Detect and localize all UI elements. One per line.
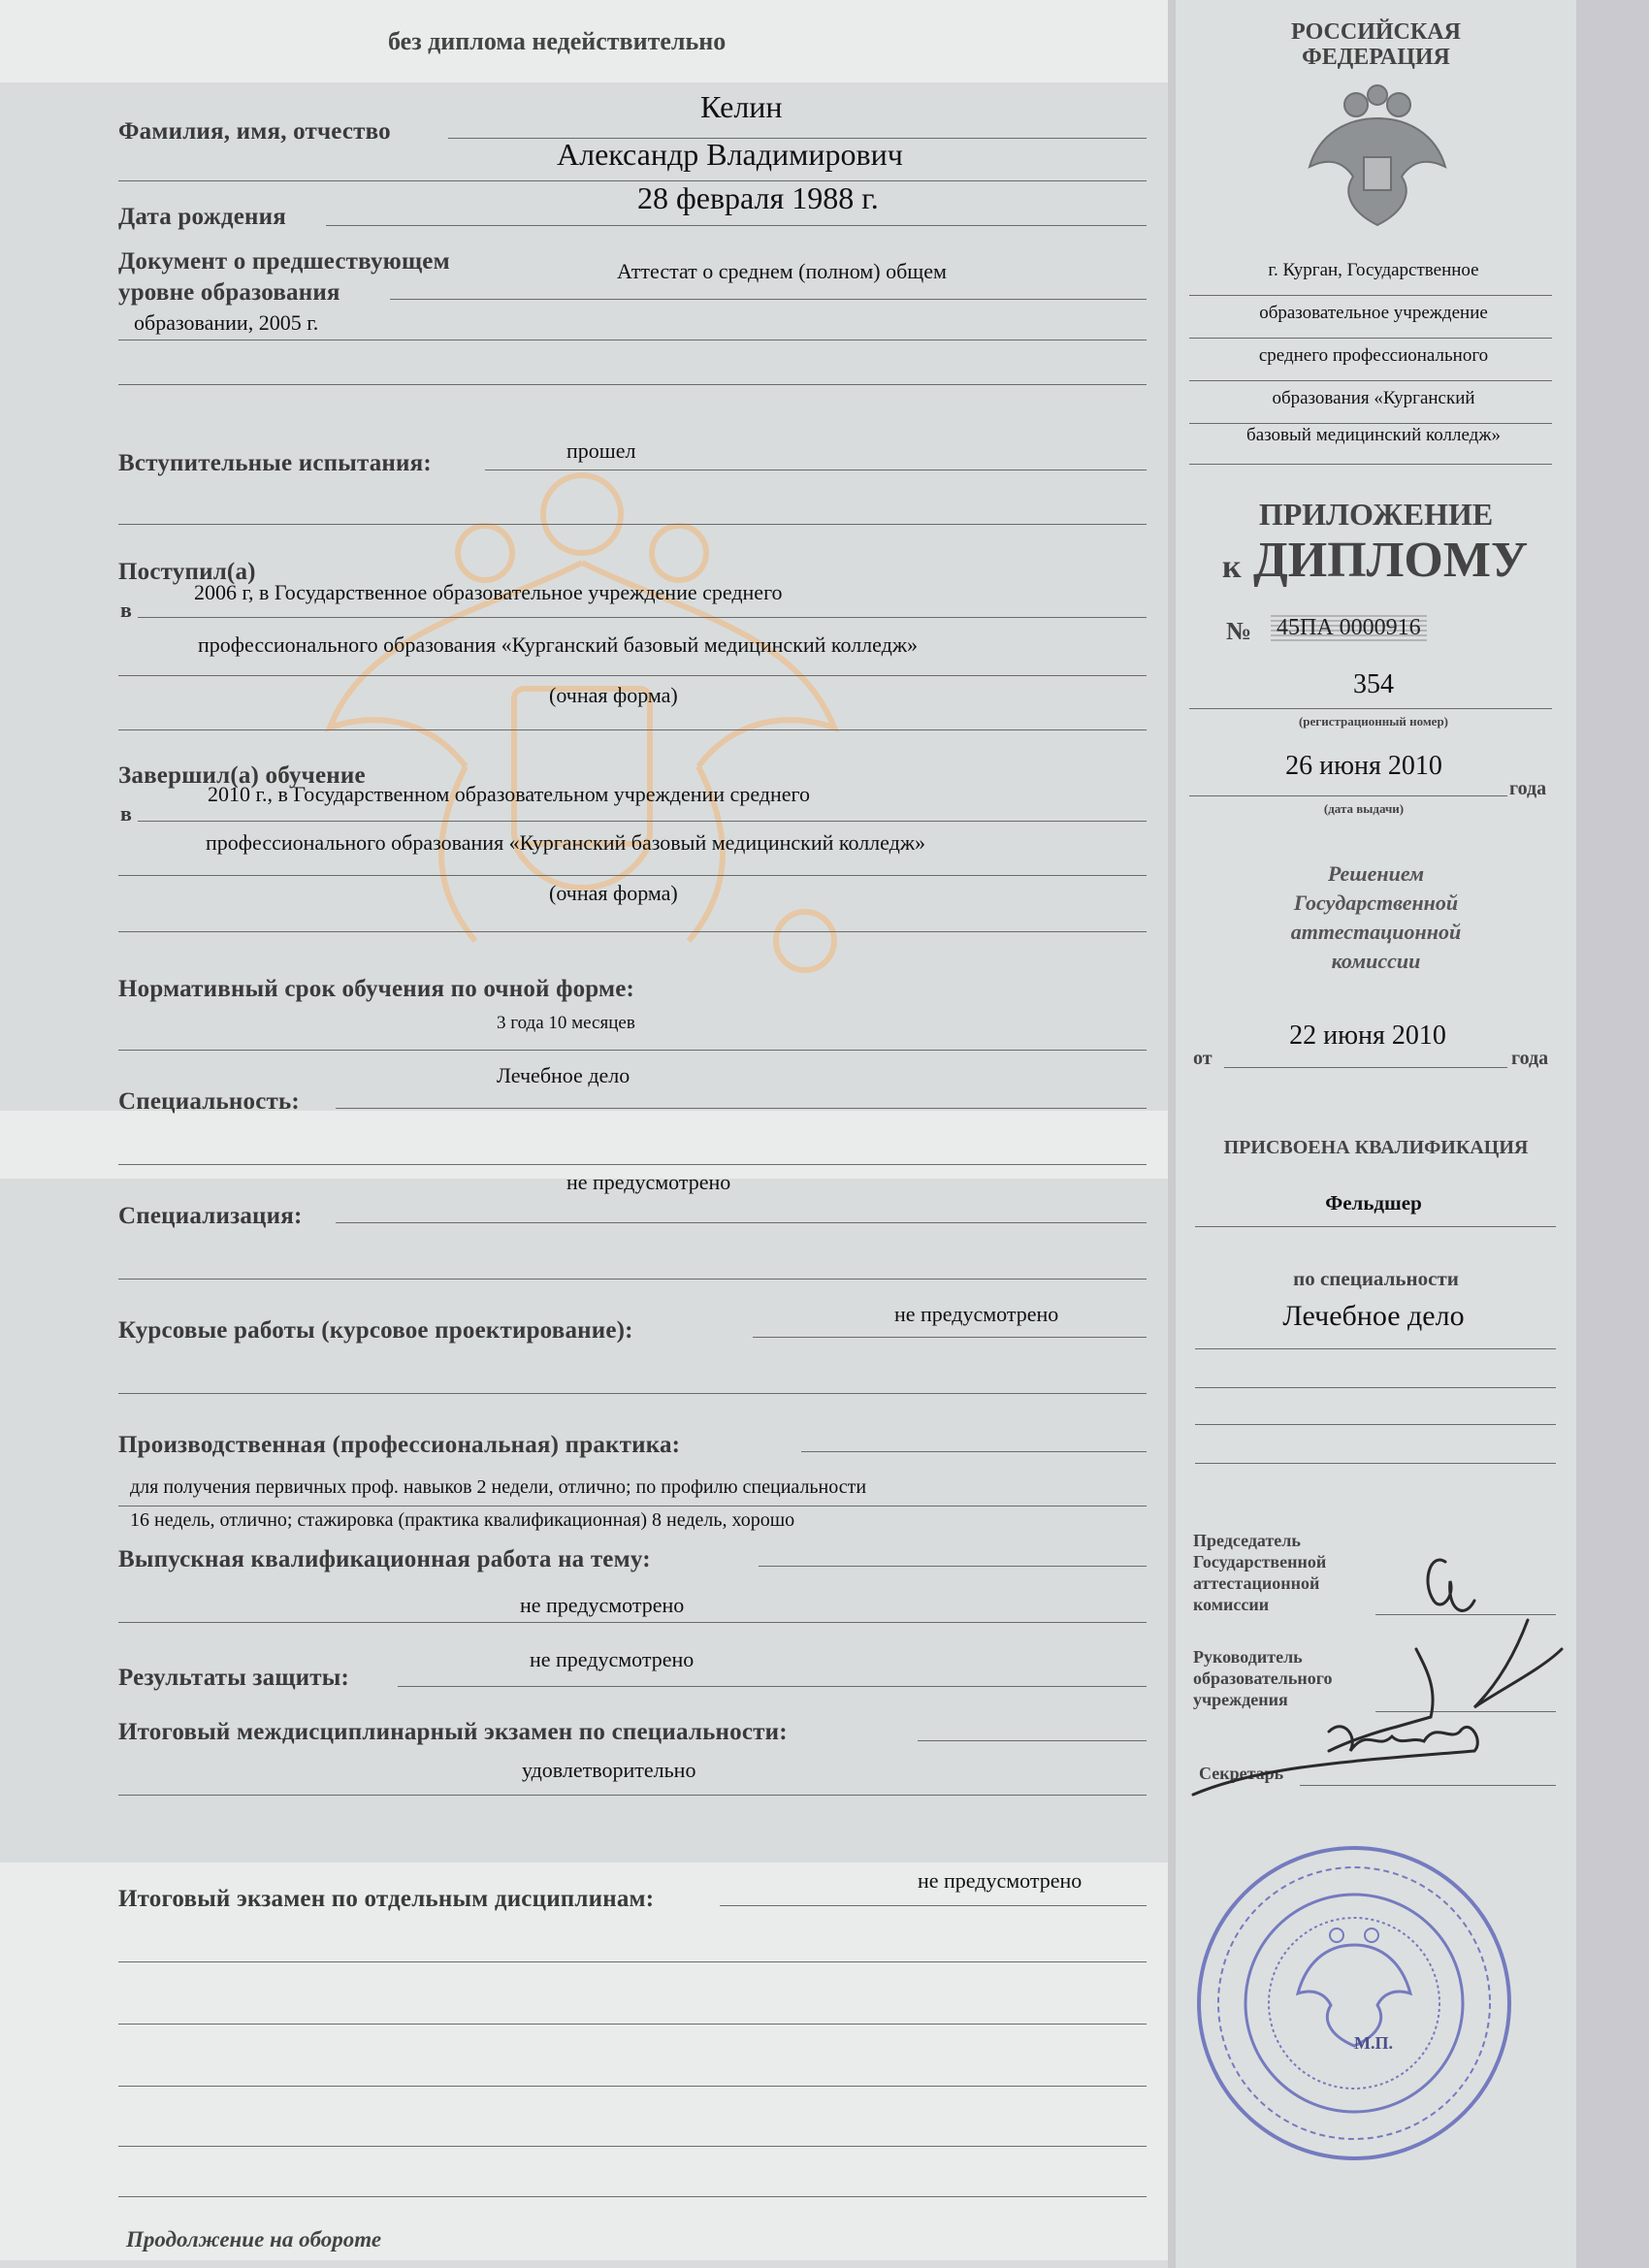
handwritten-signatures: [1183, 1542, 1571, 1814]
final-exam-underline-2: [118, 1795, 1147, 1796]
invalid-without-diploma-note: без диплома недействительно: [388, 27, 727, 55]
head-label-3: учреждения: [1193, 1690, 1288, 1709]
admitted-underline-2: [118, 675, 1147, 676]
decision-from-word: от: [1193, 1048, 1212, 1069]
specialty-underline-2: [118, 1164, 1147, 1165]
institution-line-3: среднего профессионального: [1258, 345, 1489, 366]
term-label: Нормативный срок обучения по очной форме:: [118, 976, 635, 1002]
prev-doc-value-1: Аттестат о среднем (полном) общем: [617, 259, 947, 283]
practice-value-1: для получения первичных проф. навыков 2 недели, отлично; по профилю специальности: [130, 1476, 867, 1498]
birth-date-value: 28 февраля 1988 г.: [637, 180, 879, 215]
separate-exam-underline-4: [118, 2086, 1147, 2087]
entrance-underline-2: [118, 524, 1147, 525]
defense-value: не предусмотрено: [530, 1647, 695, 1671]
term-value: 3 года 10 месяцев: [497, 1013, 635, 1033]
fio-label: Фамилия, имя, отчество: [118, 118, 391, 145]
qualification-specialty-value: Лечебное дело: [1282, 1300, 1465, 1332]
by-specialty-label: по специальности: [1293, 1267, 1459, 1290]
separate-exam-underline: [720, 1905, 1147, 1906]
separate-exam-label: Итоговый экзамен по отдельным дисциплинам:: [118, 1886, 655, 1912]
institution-line-4: образования «Курганский: [1272, 388, 1475, 408]
practice-underline-2: [118, 1506, 1147, 1507]
decision-date-value: 22 июня 2010: [1289, 1021, 1446, 1051]
coursework-label: Курсовые работы (курсовое проектирование):: [118, 1317, 633, 1344]
stamp-mp-label: М.П.: [1354, 2033, 1393, 2053]
completed-underline-1: [138, 821, 1147, 822]
defense-underline: [398, 1686, 1147, 1687]
prev-doc-value-2: образовании, 2005 г.: [134, 310, 319, 335]
completed-value-3: (очная форма): [549, 881, 678, 905]
final-exam-value: удовлетворительно: [522, 1758, 696, 1782]
issue-date-value: 26 июня 2010: [1285, 751, 1442, 781]
specialization-value: не предусмотрено: [566, 1170, 731, 1194]
prev-doc-label-2: уровне образования: [118, 279, 340, 306]
institution-underline-1: [1189, 295, 1552, 296]
admitted-value-1: 2006 г, в Государственное образовательное учреждение среднего: [194, 580, 783, 604]
coursework-underline-2: [118, 1393, 1147, 1394]
chair-label-1: Председатель: [1193, 1531, 1301, 1550]
issue-date-underline: [1189, 795, 1507, 796]
continuation-note: Продолжение на обороте: [126, 2227, 382, 2252]
thesis-label: Выпускная квалификационная работа на тему:: [118, 1546, 651, 1572]
head-label-2: образовательного: [1193, 1669, 1333, 1688]
country-line-2: ФЕДЕРАЦИЯ: [1302, 45, 1450, 70]
entrance-label: Вступительные испытания:: [118, 450, 432, 476]
institution-underline-3: [1189, 380, 1552, 381]
admitted-prefix: в: [120, 598, 133, 622]
prev-doc-label-1: Документ о предшествующем: [118, 248, 450, 275]
specialization-label: Специализация:: [118, 1203, 303, 1229]
decision-line-4: комиссии: [1331, 949, 1421, 973]
qualification-specialty-underline-1: [1195, 1348, 1556, 1349]
qualification-specialty-underline-4: [1195, 1463, 1556, 1464]
final-exam-underline: [918, 1740, 1147, 1741]
term-underline: [118, 1050, 1147, 1051]
decision-line-1: Решением: [1327, 861, 1425, 886]
institution-underline-4: [1189, 423, 1552, 424]
prev-doc-underline-1: [390, 299, 1147, 300]
reg-number-value: 354: [1353, 669, 1394, 699]
final-exam-label: Итоговый междисциплинарный экзамен по специальности:: [118, 1719, 788, 1745]
admitted-label: Поступил(а): [118, 559, 256, 585]
specialization-underline-2: [118, 1279, 1147, 1280]
qualification-label: ПРИСВОЕНА КВАЛИФИКАЦИЯ: [1223, 1137, 1529, 1158]
head-label-1: Руководитель: [1193, 1647, 1303, 1667]
completed-underline-2: [118, 875, 1147, 876]
separate-exam-underline-6: [118, 2196, 1147, 2197]
fio-underline-2: [118, 180, 1147, 181]
diploma-number-value: 45ПА 0000916: [1271, 615, 1427, 641]
specialty-label: Специальность:: [118, 1088, 300, 1115]
separate-exam-underline-5: [118, 2146, 1147, 2147]
separate-exam-value: не предусмотрено: [918, 1868, 1083, 1893]
decision-date-underline: [1224, 1067, 1507, 1068]
thesis-value: не предусмотрено: [520, 1593, 685, 1617]
official-stamp-seal: [1189, 1838, 1519, 2168]
defense-label: Результаты защиты:: [118, 1665, 349, 1691]
reg-number-caption: (регистрационный номер): [1298, 714, 1449, 729]
secretary-label: Секретарь: [1199, 1764, 1284, 1783]
issue-date-year-word: года: [1509, 778, 1547, 799]
specialty-value: Лечебное дело: [497, 1063, 630, 1087]
specialization-underline: [336, 1222, 1147, 1223]
surname-value: Келин: [700, 89, 783, 124]
admitted-value-3: (очная форма): [549, 683, 678, 707]
thesis-underline-2: [118, 1622, 1147, 1623]
institution-underline-5: [1189, 464, 1552, 465]
chair-label-4: комиссии: [1193, 1595, 1270, 1614]
birth-date-underline: [326, 225, 1147, 226]
practice-value-2: 16 недель, отлично; стажировка (практика квалификационная) 8 недель, хорошо: [130, 1509, 795, 1531]
qualification-value: Фельдшер: [1325, 1191, 1422, 1215]
decision-line-2: Государственной: [1293, 891, 1459, 915]
chair-label-2: Государственной: [1193, 1552, 1327, 1571]
chair-label-3: аттестационной: [1193, 1573, 1320, 1593]
thesis-underline: [759, 1566, 1147, 1567]
qualification-specialty-underline-2: [1195, 1387, 1556, 1388]
completed-value-2: профессионального образования «Курганский базовый медицинский колледж»: [206, 830, 926, 855]
prev-doc-underline-3: [118, 384, 1147, 385]
completed-prefix: в: [120, 801, 133, 826]
birth-date-label: Дата рождения: [118, 204, 286, 230]
institution-line-1: г. Курган, Государственное: [1268, 260, 1479, 280]
completed-underline-3: [118, 931, 1147, 932]
completed-label: Завершил(а) обучение: [118, 762, 366, 789]
admitted-underline-1: [138, 617, 1147, 618]
coursework-value: не предусмотрено: [894, 1302, 1059, 1326]
practice-label: Производственная (профессиональная) практика:: [118, 1432, 681, 1458]
practice-underline: [801, 1451, 1147, 1452]
country-line-1: РОССИЙСКАЯ: [1291, 19, 1461, 45]
separate-exam-underline-2: [118, 1961, 1147, 1962]
institution-underline-2: [1189, 338, 1552, 339]
appendix-to: к: [1222, 549, 1242, 585]
institution-line-2: образовательное учреждение: [1259, 303, 1488, 323]
admitted-value-2: профессионального образования «Курганский базовый медицинский колледж»: [198, 632, 919, 657]
institution-line-5: базовый медицинский колледж»: [1246, 425, 1501, 445]
qualification-underline: [1195, 1226, 1556, 1227]
coat-of-arms-icon: [1300, 80, 1455, 235]
reg-number-underline: [1189, 708, 1552, 709]
light-band-middle: [0, 1111, 1168, 1179]
separate-exam-underline-3: [118, 2024, 1147, 2025]
diploma-number-sign: №: [1226, 617, 1252, 645]
entrance-value: прошел: [566, 438, 636, 463]
appendix-title-2: ДИПЛОМУ: [1253, 533, 1529, 588]
light-band-bottom: [0, 1863, 1168, 2260]
decision-year-word: года: [1511, 1048, 1549, 1069]
name-value: Александр Владимирович: [557, 137, 903, 172]
coursework-underline: [753, 1337, 1147, 1338]
qualification-specialty-underline-3: [1195, 1424, 1556, 1425]
specialty-underline: [336, 1108, 1147, 1109]
decision-line-3: аттестационной: [1290, 920, 1462, 944]
admitted-underline-3: [118, 729, 1147, 730]
appendix-title-1: ПРИЛОЖЕНИЕ: [1258, 497, 1494, 532]
issue-date-caption: (дата выдачи): [1323, 801, 1405, 816]
completed-value-1: 2010 г., в Государственном образовательном учреждении среднего: [208, 782, 810, 806]
